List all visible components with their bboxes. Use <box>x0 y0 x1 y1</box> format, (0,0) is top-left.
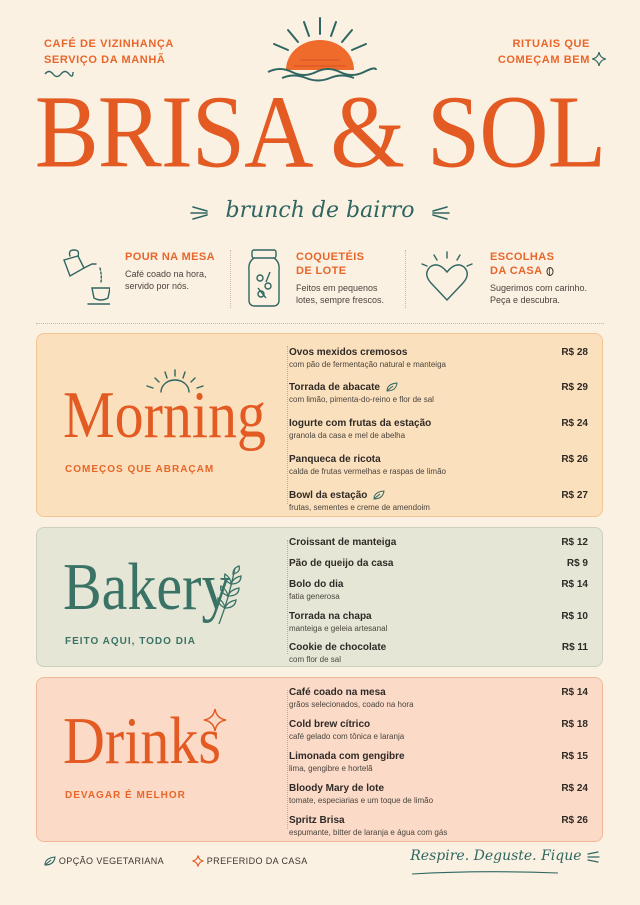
signoff <box>410 848 600 864</box>
menu-item-price: R$ 29 <box>561 382 588 393</box>
feature-house-title2-row <box>490 264 587 278</box>
section-divider <box>287 540 288 654</box>
menu-item-desc: lima, gengibre e hortelã <box>289 764 373 773</box>
menu-item-desc: granola da casa e mel de abelha <box>289 431 406 440</box>
menu-item <box>289 814 588 838</box>
menu-item-name: Café coado na mesa <box>289 687 386 698</box>
bean-icon <box>546 267 554 276</box>
menu-item-name: Ovos mexidos cremosos <box>289 347 408 358</box>
menu-item <box>289 381 588 405</box>
menu-item-price: R$ 26 <box>561 815 588 826</box>
header-left-note <box>44 36 174 68</box>
section-divider <box>287 690 288 829</box>
menu-item-name: Panqueca de ricota <box>289 454 381 465</box>
menu-item-price: R$ 10 <box>561 611 588 622</box>
menu-item <box>289 417 588 441</box>
menu-item-desc: com pão de fermentação natural e manteiga <box>289 360 446 369</box>
menu-item-desc: frutas, sementes e creme de amendoim <box>289 503 430 512</box>
signoff-text: Respire. Deguste. Fique <box>410 848 582 864</box>
menu-item-price: R$ 26 <box>561 454 588 465</box>
feature-house-desc1: Sugerimos com carinho. <box>490 283 588 293</box>
menu-item-name: Torrada na chapa <box>289 611 372 622</box>
menu-item <box>289 750 588 774</box>
sparkle-icon <box>203 708 227 732</box>
menu-item-desc: com limão, pimenta-do-reino e flor de sal <box>289 395 434 404</box>
tagline-row <box>0 198 640 224</box>
menu-item <box>289 641 588 665</box>
menu-item-name: Croissant de manteiga <box>289 537 397 548</box>
header-left-line2: SERVIÇO DA MANHÃ <box>44 54 166 66</box>
menu-item-desc: café gelado com tônica e laranja <box>289 732 405 741</box>
menu-item <box>289 489 588 513</box>
menu-item-name: Bowl da estação <box>289 490 368 501</box>
signoff-underline <box>410 870 560 876</box>
menu-item <box>289 557 588 570</box>
section-divider <box>287 346 288 504</box>
menu-item-desc: tomate, especiarias e um toque de limão <box>289 796 434 805</box>
feature-batch-title1: COQUETÉIS <box>296 251 365 263</box>
vegetarian-leaf-icon <box>44 856 56 866</box>
menu-item-name: Bolo do dia <box>289 579 344 590</box>
dash-right-icon <box>586 849 600 863</box>
section-bakery-title: Bakery <box>63 549 231 624</box>
menu-item-price: R$ 14 <box>561 687 588 698</box>
menu-item-name: Iogurte com frutas da estação <box>289 418 432 429</box>
menu-item-price: R$ 18 <box>561 719 588 730</box>
feature-batch-desc2: lotes, sempre frescos. <box>296 295 385 305</box>
header-left-line1: CAFÉ DE VIZINHANÇA <box>44 38 174 50</box>
menu-item-price: R$ 24 <box>561 783 588 794</box>
header-right-line1: RITUAIS QUE <box>512 38 590 50</box>
brand-title: BRISA & SOL <box>34 73 606 190</box>
menu-item <box>289 782 588 806</box>
section-drinks-subtitle: DEVAGAR É MELHOR <box>65 790 186 801</box>
menu-item <box>289 578 588 602</box>
feature-pour-desc2: servido por nós. <box>125 281 190 291</box>
legend-vegetarian: OPÇÃO VEGETARIANA <box>58 856 165 866</box>
heart-icon <box>418 250 476 306</box>
menu-item-desc: espumante, bitter de laranja e água com gás <box>289 828 448 837</box>
section-bakery <box>36 527 603 667</box>
menu-item-name: Limonada com gengibre <box>289 751 405 762</box>
menu-item-price: R$ 11 <box>561 642 588 653</box>
feature-pour-desc1: Café coado na hora, <box>125 269 207 279</box>
menu-item-name: Cold brew cítrico <box>289 719 371 730</box>
menu-item-name: Spritz Brisa <box>289 815 345 826</box>
wheat-sprig-icon <box>215 564 243 626</box>
menu-item <box>289 536 588 549</box>
menu-item-price: R$ 15 <box>561 751 588 762</box>
menu-item-desc: grãos selecionados, coado na hora <box>289 700 414 709</box>
header-right-note <box>498 36 590 68</box>
feature-house-title1: ESCOLHAS <box>490 251 555 263</box>
menu-item-desc: calda de frutas vermelhas e raspas de limão <box>289 467 446 476</box>
menu-item <box>289 610 588 634</box>
menu-item-desc: manteiga e geleia artesanal <box>289 624 388 633</box>
header-divider <box>36 323 604 324</box>
vegetarian-leaf-icon <box>373 490 385 500</box>
feature-house-title2: DA CASA <box>490 265 543 277</box>
menu-item-price: R$ 12 <box>561 537 588 548</box>
vegetarian-leaf-icon <box>386 382 398 392</box>
section-morning <box>36 333 603 517</box>
dash-left-icon <box>189 202 211 224</box>
kettle-pour-icon <box>58 246 110 306</box>
menu-item-name: Pão de queijo da casa <box>289 558 394 569</box>
menu-item <box>289 346 588 370</box>
menu-item-price: R$ 9 <box>566 558 588 569</box>
menu-item <box>289 453 588 477</box>
menu-item-desc: fatia generosa <box>289 592 340 601</box>
tagline: brunch de bairro <box>225 198 415 223</box>
section-morning-subtitle: COMEÇOS QUE ABRAÇAM <box>65 464 215 475</box>
menu-item <box>289 718 588 742</box>
legend-house-favorite: PREFERIDO DA CASA <box>206 856 308 866</box>
menu-item-price: R$ 24 <box>561 418 588 429</box>
feature-house <box>490 250 587 306</box>
feature-pour <box>125 250 215 292</box>
menu-item <box>289 686 588 710</box>
feature-batch <box>296 250 384 306</box>
header-right-line2: COMEÇAM BEM <box>497 54 590 66</box>
sparkle-icon <box>592 52 606 66</box>
feature-pour-title: POUR NA MESA <box>125 251 215 263</box>
jar-icon <box>246 248 282 308</box>
section-morning-title: Morning <box>63 377 266 452</box>
section-drinks <box>36 677 603 842</box>
menu-item-name: Torrada de abacate <box>289 382 380 393</box>
section-drinks-title: Drinks <box>63 703 221 778</box>
section-bakery-subtitle: FEITO AQUI, TODO DIA <box>65 636 196 647</box>
menu-item-price: R$ 27 <box>561 490 588 501</box>
sunrise-logo-icon <box>260 16 380 82</box>
menu-item-price: R$ 28 <box>561 347 588 358</box>
feature-batch-desc1: Feitos em pequenos <box>296 283 378 293</box>
feature-divider <box>230 250 231 308</box>
feature-divider <box>405 250 406 308</box>
legend <box>44 855 308 867</box>
menu-item-name: Bloody Mary de lote <box>289 783 385 794</box>
feature-house-desc2: Peça e descubra. <box>490 295 561 305</box>
menu-item-price: R$ 14 <box>561 579 588 590</box>
dash-right-icon <box>429 202 451 224</box>
sparkle-icon <box>192 855 204 867</box>
menu-item-desc: com flor de sal <box>289 655 342 664</box>
menu-item-name: Cookie de chocolate <box>289 642 387 653</box>
feature-batch-title2: DE LOTE <box>296 265 347 277</box>
